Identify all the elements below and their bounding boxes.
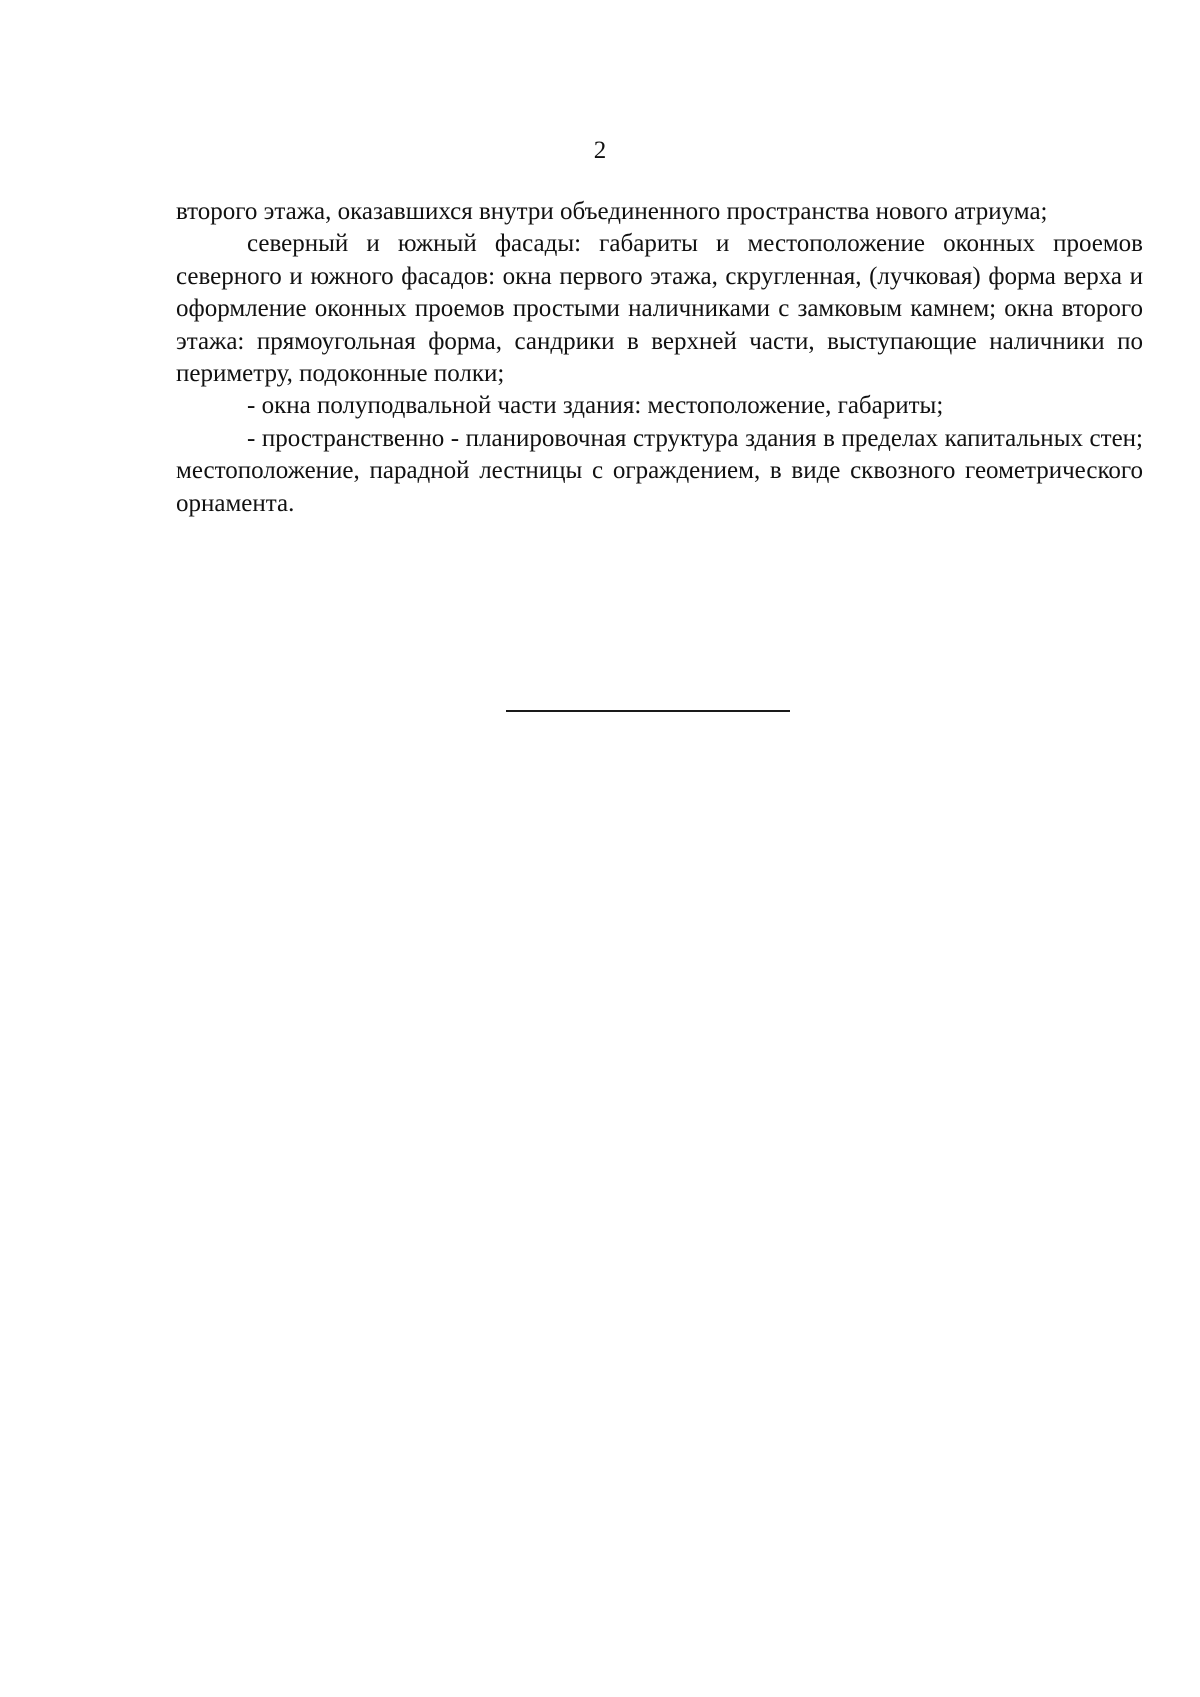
paragraph-basement-windows: - окна полуподвальной части здания: местоположение, габариты; (247, 392, 944, 420)
paragraph-continuation: второго этажа, оказавшихся внутри объединенного пространства нового атриума; (176, 198, 1048, 225)
end-of-document-rule (506, 710, 790, 712)
document-body (176, 196, 1143, 520)
page-number: 2 (593, 137, 607, 164)
paragraph-planning-structure: - пространственно - планировочная структура здания в пределах капитальных стен; местоположение, парадной лестницы с ограждением, в виде сквозного геометрического орнамента. (176, 424, 1143, 517)
paragraph-facades: северный и южный фасады: габариты и местоположение оконных проемов северного и южного фасадов: окна первого этажа, скругленная, (лучковая) форма верха и оформление оконных проемов простыми наличниками с замковым камнем; окна второго этажа: прямоугольная форма, сандрики в верхней части, выступающие наличники по периметру, подоконные полки; (176, 230, 1143, 388)
